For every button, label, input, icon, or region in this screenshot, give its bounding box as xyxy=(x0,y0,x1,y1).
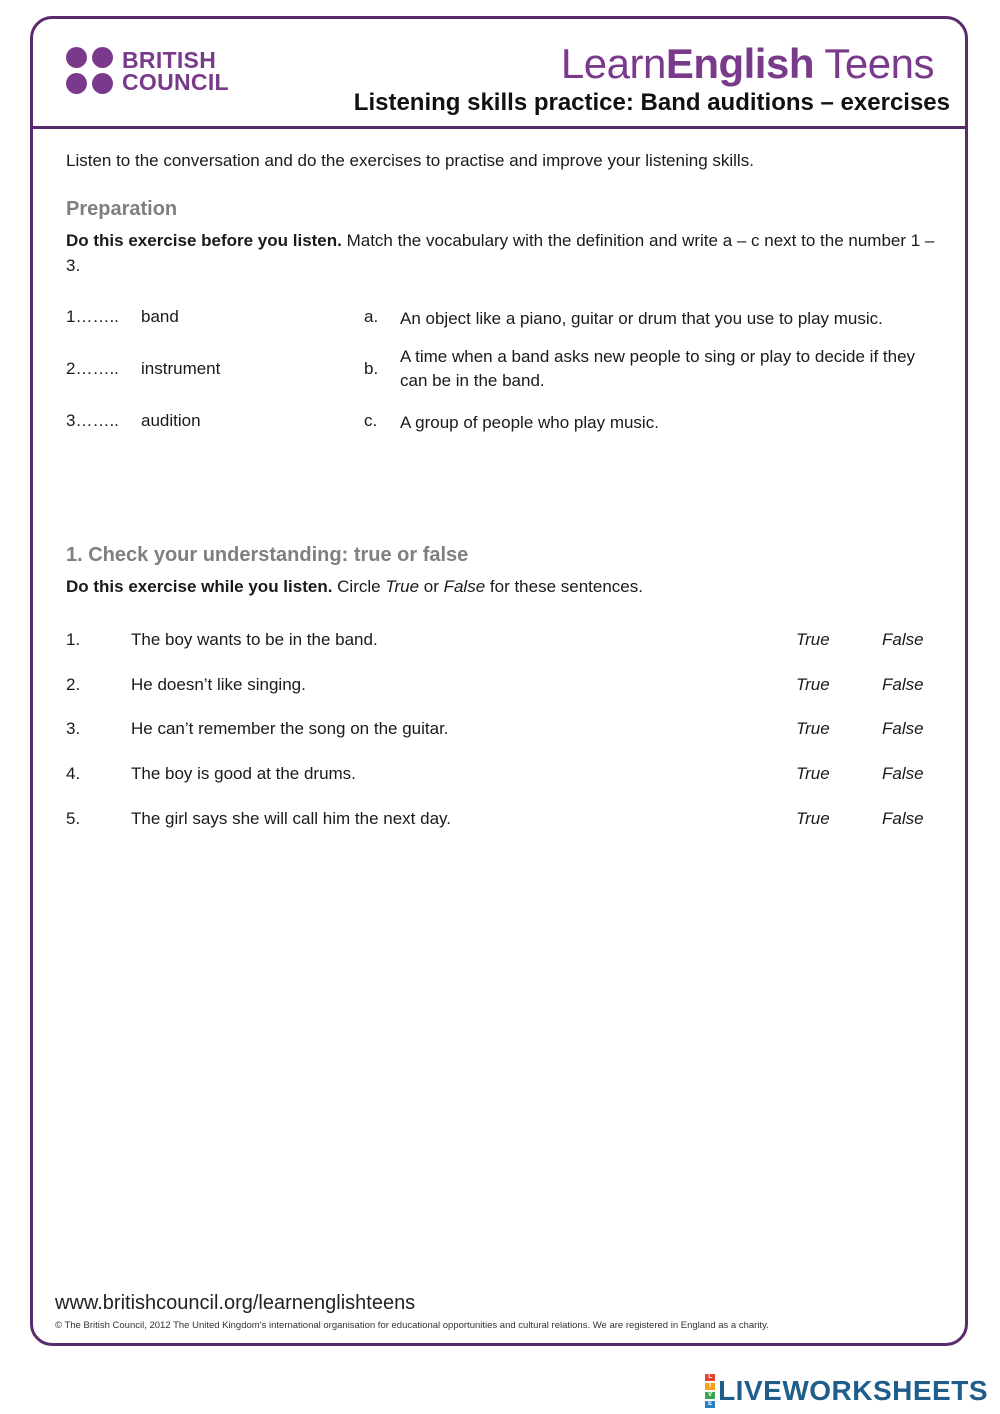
brand-english: English xyxy=(665,40,814,87)
footer-url[interactable]: www.britishcouncil.org/learnenglishteens xyxy=(55,1292,416,1314)
item-statement: The girl says she will call him the next day. xyxy=(131,809,451,828)
vocab-answer-blank[interactable]: 3…….. xyxy=(66,411,119,430)
icon-letter: I xyxy=(705,1383,715,1390)
instruction-text: Circle xyxy=(332,577,386,596)
false-option[interactable]: False xyxy=(882,630,924,649)
brand-learn: Learn xyxy=(560,40,666,87)
vocab-answer-blank[interactable]: 1…….. xyxy=(66,307,119,326)
exercise1-heading: 1. Check your understanding: true or false xyxy=(66,544,469,566)
logo-text-line1: BRITISH xyxy=(122,47,217,73)
icon-letter: E xyxy=(705,1401,715,1408)
icon-letter: L xyxy=(705,1374,715,1381)
preparation-instruction-rest: Match the vocabulary with the definition and write a – c next to the number 1 – 3. xyxy=(66,231,935,275)
instruction-false: False xyxy=(443,577,486,596)
false-option[interactable]: False xyxy=(882,764,924,783)
definition-text: A group of people who play music. xyxy=(400,413,659,432)
vocab-word: band xyxy=(141,307,179,326)
british-council-dots-icon xyxy=(66,47,114,95)
definition-text: An object like a piano, guitar or drum that you use to play music. xyxy=(400,309,883,328)
preparation-heading: Preparation xyxy=(66,198,178,220)
icon-letter: V xyxy=(705,1392,715,1399)
true-option[interactable]: True xyxy=(796,719,830,738)
british-council-logo xyxy=(66,46,229,96)
item-number: 4. xyxy=(66,764,81,783)
false-option[interactable]: False xyxy=(882,809,924,828)
item-number: 1. xyxy=(66,630,81,649)
liveworksheets-watermark xyxy=(705,1373,988,1409)
item-statement: He doesn’t like singing. xyxy=(131,675,306,694)
definition-text: A time when a band asks new people to sing or play to decide if they can be in the band. xyxy=(400,347,916,390)
true-option[interactable]: True xyxy=(796,809,830,828)
brand-teens: Teens xyxy=(814,40,934,87)
exercise1-instruction xyxy=(66,574,936,599)
header-divider xyxy=(30,126,968,129)
item-statement: He can’t remember the song on the guitar. xyxy=(131,719,449,738)
definition-letter: b. xyxy=(364,359,379,378)
item-statement: The boy is good at the drums. xyxy=(131,764,356,783)
page-title: Listening skills practice: Band auditions – exercises xyxy=(353,89,950,116)
intro-text: Listen to the conversation and do the exercises to practise and improve your listening skills. xyxy=(66,151,754,170)
false-option[interactable]: False xyxy=(882,719,924,738)
preparation-instruction-bold: Do this exercise before you listen. xyxy=(66,231,342,250)
preparation-instruction xyxy=(66,228,936,278)
definition-letter: c. xyxy=(364,411,378,430)
vocab-answer-blank[interactable]: 2…….. xyxy=(66,359,119,378)
vocab-word: instrument xyxy=(141,359,221,378)
definition-letter: a. xyxy=(364,307,379,326)
learnenglish-teens-logo xyxy=(561,40,934,88)
item-number: 2. xyxy=(66,675,81,694)
logo-text-line2: COUNCIL xyxy=(122,69,229,95)
footer-copyright: © The British Council, 2012 The United Kingdom’s international organisation for educational opportunities and cultural relations. We are registered in England as a charity. xyxy=(55,1320,769,1331)
true-option[interactable]: True xyxy=(796,675,830,694)
item-number: 3. xyxy=(66,719,81,738)
vocab-word: audition xyxy=(141,411,201,430)
instruction-true: True xyxy=(385,577,420,596)
false-option[interactable]: False xyxy=(882,675,924,694)
instruction-text: or xyxy=(419,577,444,596)
item-statement: The boy wants to be in the band. xyxy=(131,630,378,649)
true-option[interactable]: True xyxy=(796,764,830,783)
liveworksheets-text: LIVEWORKSHEETS xyxy=(718,1375,988,1406)
instruction-text: for these sentences. xyxy=(485,577,643,596)
exercise1-instruction-bold: Do this exercise while you listen. xyxy=(66,577,333,596)
true-option[interactable]: True xyxy=(796,630,830,649)
item-number: 5. xyxy=(66,809,81,828)
liveworksheets-icon xyxy=(705,1373,715,1409)
